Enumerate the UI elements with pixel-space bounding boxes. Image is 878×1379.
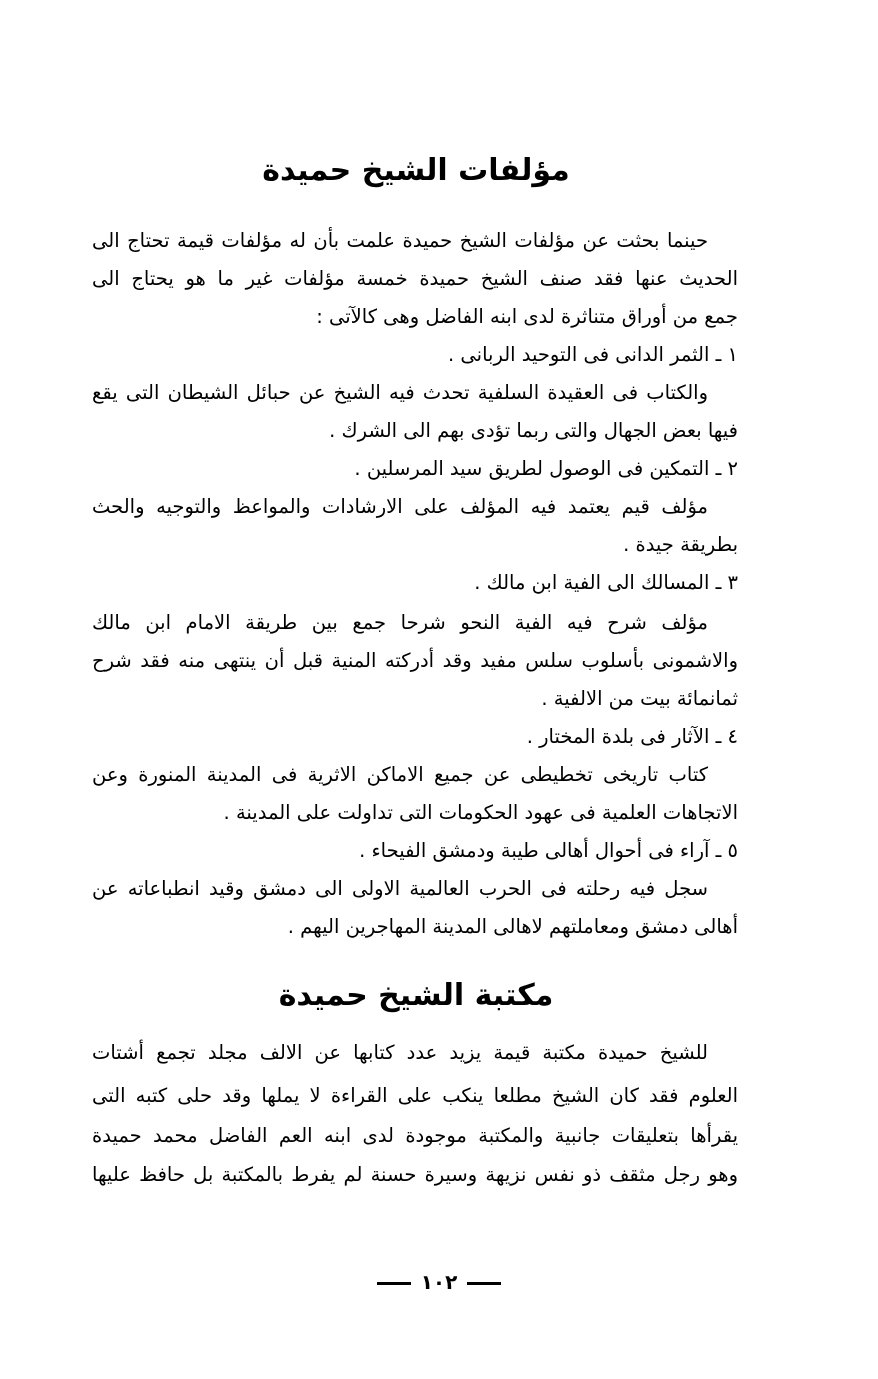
page-number: ١٠٢ (420, 1270, 458, 1294)
section-title-library: مكتبة الشيخ حميدة (278, 978, 554, 1013)
list-item-heading: ٤ ـ الآثار فى بلدة المختار . (526, 725, 738, 748)
text-line: حينما بحثت عن مؤلفات الشيخ حميدة علمت بأن له مؤلفات قيمة تحتاج الى (92, 229, 708, 252)
text-line: مؤلف قيم يعتمد فيه المؤلف على الارشادات والمواعظ والتوجيه والحث (92, 495, 708, 518)
list-item-heading: ٢ ـ التمكين فى الوصول لطريق سيد المرسلين . (354, 457, 738, 480)
text-line: العلوم فقد كان الشيخ مطلعا ينكب على القراءة لا يملها وقد حلى كتبه التى (92, 1084, 738, 1107)
list-item-heading: ١ ـ الثمر الدانى فى التوحيد الربانى . (448, 343, 738, 366)
text-line: كتاب تاريخى تخطيطى عن جميع الاماكن الاثرية فى المدينة المنورة وعن (92, 763, 708, 786)
text-line: بطريقة جيدة . (623, 533, 738, 556)
text-line: ثمانمائة بيت من الالفية . (541, 687, 738, 710)
text-line: للشيخ حميدة مكتبة قيمة يزيد عدد كتابها عن الالف مجلد تجمع أشتات (92, 1041, 708, 1064)
list-item-heading: ٥ ـ آراء فى أحوال أهالى طيبة ودمشق الفيحاء . (359, 839, 738, 862)
text-line: وهو رجل مثقف ذو نفس نزيهة وسيرة حسنة لم يفرط بالمكتبة بل حافظ عليها (92, 1163, 738, 1186)
text-line: والاشمونى بأسلوب سلس مفيد وقد أدركته المنية قبل أن ينتهى منه فقد شرح (92, 649, 738, 672)
list-item-heading: ٣ ـ المسالك الى الفية ابن مالك . (474, 571, 738, 594)
section-title-works: مؤلفات الشيخ حميدة (262, 153, 570, 188)
text-line: مؤلف شرح فيه الفية النحو شرحا جمع بين طريقة الامام ابن مالك (92, 611, 708, 634)
text-line: الاتجاهات العلمية فى عهود الحكومات التى تداولت على المدينة . (223, 801, 738, 824)
page-footer (0, 1270, 878, 1294)
text-line: يقرأها بتعليقات جانبية والمكتبة موجودة لدى ابنه العم الفاضل محمد حميدة (92, 1124, 738, 1147)
text-line: سجل فيه رحلته فى الحرب العالمية الاولى الى دمشق وقيد انطباعاته عن (92, 877, 708, 900)
text-line: الحديث عنها فقد صنف الشيخ حميدة خمسة مؤلفات غير ما هو يحتاج الى (92, 267, 738, 290)
text-line: والكتاب فى العقيدة السلفية تحدث فيه الشيخ عن حبائل الشيطان التى يقع (92, 381, 708, 404)
text-line: فيها بعض الجهال والتى ربما تؤدى بهم الى الشرك . (329, 419, 738, 442)
footer-dash (467, 1282, 501, 1285)
footer-dash (377, 1282, 411, 1285)
text-line: جمع من أوراق متناثرة لدى ابنه الفاضل وهى كالآتى : (316, 305, 738, 328)
text-line: أهالى دمشق ومعاملتهم لاهالى المدينة المهاجرين اليهم . (287, 915, 738, 938)
